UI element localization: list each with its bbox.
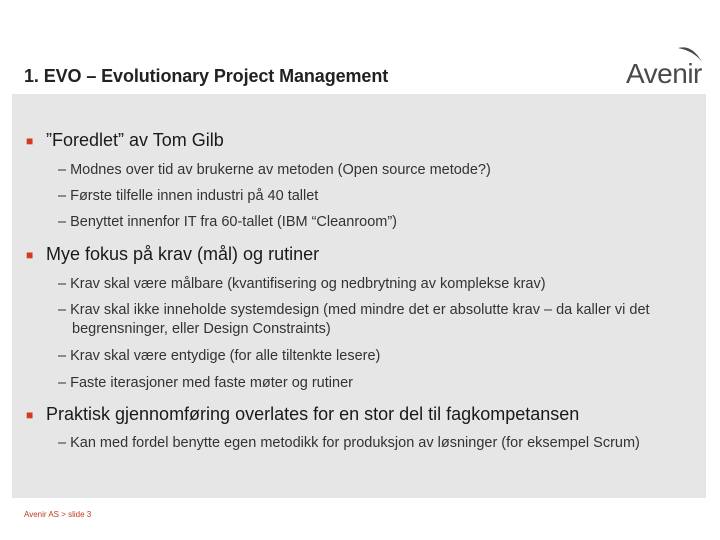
sub-item: – Modnes over tid av brukerne av metoden (Open source metode?) [58,162,491,178]
square-bullet-icon: ■ [26,248,34,262]
sub-item: – Benyttet innenfor IT fra 60-tallet (IBM “Cleanroom”) [58,214,398,230]
sub-item: – Faste iterasjoner med faste møter og rutiner [58,375,353,391]
square-bullet-icon: ■ [26,134,34,148]
sub-item: – Kan med fordel benytte egen metodikk for produksjon av løsninger (for eksempel Scrum) [58,435,640,451]
sub-item: – Krav skal ikke inneholde systemdesign (med mindre det er absolutte krav – da kaller vi det begrensninger, eller Design Constraints) [58,302,650,337]
sub-item: – Krav skal være entydige (for alle tiltenkte lesere) [58,348,381,364]
bullet-text: ”Foredlet” av Tom Gilb [46,130,224,150]
slide-footer: Avenir AS > slide 3 [24,510,92,519]
bullet-item [26,404,579,425]
company-logo [626,44,706,90]
bullet-text: Praktisk gjennomføring overlates for en stor del til fagkompetansen [46,404,580,424]
square-bullet-icon: ■ [26,408,34,422]
slide-title: 1. EVO – Evolutionary Project Management [24,66,389,86]
bullet-item [26,244,319,265]
sub-item: – Første tilfelle innen industri på 40 tallet [58,188,319,204]
bullet-item [26,130,224,151]
sub-item: – Krav skal være målbare (kvantifisering og nedbrytning av komplekse krav) [58,276,546,292]
logo-wordmark: Avenir [626,58,702,89]
bullet-text: Mye fokus på krav (mål) og rutiner [46,244,320,264]
